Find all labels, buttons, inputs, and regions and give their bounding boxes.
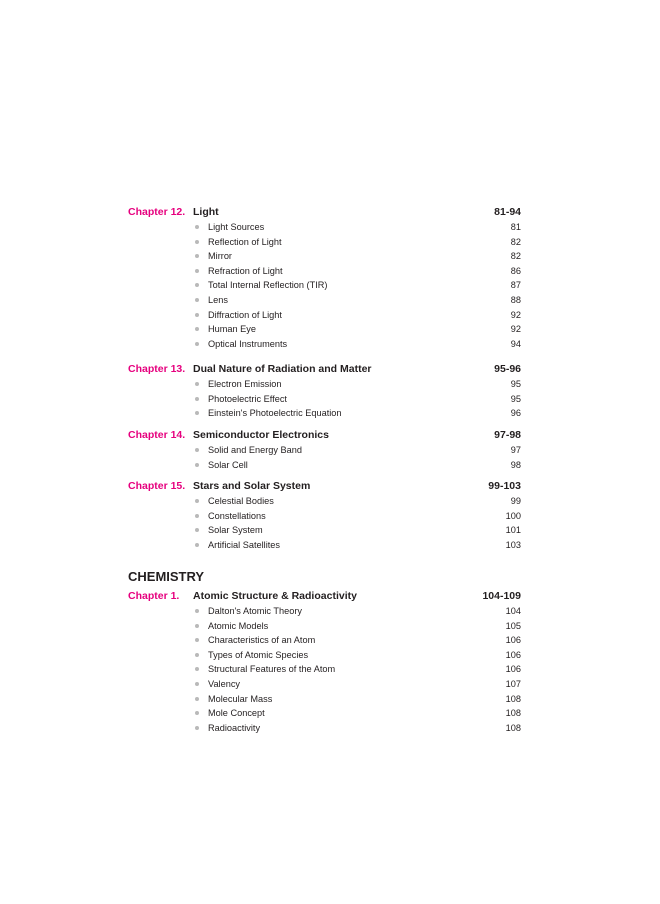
toc-entry[interactable]	[0, 249, 660, 263]
section-heading-chemistry: CHEMISTRY	[128, 569, 205, 584]
chapter-title: Semiconductor Electronics	[193, 429, 329, 441]
toc-entry[interactable]	[0, 293, 660, 307]
toc-entry[interactable]	[0, 721, 660, 735]
entry-title: Solid and Energy Band	[208, 445, 302, 455]
bullet-icon	[195, 711, 199, 715]
bullet-icon	[195, 543, 199, 547]
chapter-row[interactable]	[0, 479, 660, 493]
entry-page-number: 82	[510, 251, 521, 262]
entry-title: Characteristics of an Atom	[208, 635, 316, 646]
bullet-icon	[195, 638, 199, 642]
chapter-title: Atomic Structure & Radioactivity	[193, 590, 357, 602]
entry-title: Artificial Satellites	[208, 539, 280, 550]
entry-page-number: 105	[505, 620, 521, 631]
entry-title: Light Sources	[208, 222, 265, 232]
entry-page-number: 100	[505, 510, 521, 521]
bullet-icon	[195, 342, 199, 346]
toc-entry[interactable]	[0, 494, 660, 508]
toc-entry[interactable]	[0, 677, 660, 691]
entry-title: Constellations	[208, 510, 266, 521]
toc-entry[interactable]	[0, 523, 660, 537]
bullet-icon	[195, 528, 199, 532]
chapter-title: Light	[193, 206, 219, 218]
bullet-icon	[195, 609, 199, 613]
toc-entry[interactable]	[0, 458, 660, 472]
bullet-icon	[195, 327, 199, 331]
toc-entry[interactable]	[0, 706, 660, 720]
bullet-icon	[195, 697, 199, 701]
bullet-icon	[195, 298, 199, 302]
bullet-icon	[195, 313, 199, 317]
entry-page-number: 101	[505, 525, 521, 536]
entry-title: Reflection of Light	[208, 236, 282, 247]
entry-title: Optical Instruments	[208, 338, 288, 349]
entry-page-number: 108	[505, 708, 521, 719]
entry-page-number: 99	[510, 496, 521, 506]
chapter-number: Chapter 15.	[128, 480, 186, 492]
entry-title: Mirror	[208, 251, 232, 262]
entry-title: Photoelectric Effect	[208, 393, 287, 404]
entry-title: Dalton's Atomic Theory	[208, 606, 303, 616]
toc-entry[interactable]	[0, 308, 660, 322]
bullet-icon	[195, 240, 199, 244]
bullet-icon	[195, 254, 199, 258]
entry-page-number: 92	[510, 324, 521, 335]
bullet-icon	[195, 682, 199, 686]
entry-title: Radioactivity	[208, 722, 261, 733]
entry-page-number: 97	[510, 445, 521, 455]
chapter-row[interactable]	[0, 589, 660, 603]
entry-page-number: 98	[510, 459, 521, 470]
toc-entry[interactable]	[0, 406, 660, 420]
entry-title: Molecular Mass	[208, 693, 273, 704]
chapter-title: Dual Nature of Radiation and Matter	[193, 363, 372, 375]
bullet-icon	[195, 269, 199, 273]
entry-title: Einstein's Photoelectric Equation	[208, 408, 342, 419]
chapter-page-range: 81-94	[494, 206, 521, 218]
toc-entry[interactable]	[0, 538, 660, 552]
bullet-icon	[195, 382, 199, 386]
entry-page-number: 108	[505, 722, 521, 733]
entry-title: Total Internal Reflection (TIR)	[208, 280, 328, 291]
entry-page-number: 96	[510, 408, 521, 419]
bullet-icon	[195, 225, 199, 229]
toc-entry[interactable]	[0, 278, 660, 292]
entry-page-number: 88	[510, 295, 521, 305]
toc-entry[interactable]	[0, 337, 660, 351]
bullet-icon	[195, 653, 199, 657]
entry-page-number: 106	[505, 664, 521, 675]
entry-page-number: 104	[505, 606, 521, 616]
bullet-icon	[195, 411, 199, 415]
entry-title: Diffraction of Light	[208, 309, 282, 320]
entry-title: Lens	[208, 295, 228, 305]
entry-page-number: 92	[510, 309, 521, 320]
toc-entry[interactable]	[0, 633, 660, 647]
chapter-row[interactable]	[0, 428, 660, 442]
entry-title: Valency	[208, 679, 241, 689]
chapter-number: Chapter 1.	[128, 590, 180, 602]
entry-page-number: 106	[505, 649, 521, 660]
bullet-icon	[195, 397, 199, 401]
toc-entry[interactable]	[0, 220, 660, 234]
entry-page-number: 81	[510, 222, 521, 232]
bullet-icon	[195, 667, 199, 671]
toc-entry[interactable]	[0, 619, 660, 633]
chapter-row[interactable]	[0, 362, 660, 376]
entry-page-number: 86	[510, 265, 521, 276]
entry-title: Atomic Models	[208, 620, 269, 631]
bullet-icon	[195, 624, 199, 628]
bullet-icon	[195, 463, 199, 467]
entry-page-number: 87	[510, 280, 521, 291]
chapter-number: Chapter 13.	[128, 363, 186, 375]
bullet-icon	[195, 514, 199, 518]
chapter-title: Stars and Solar System	[193, 480, 311, 492]
entry-page-number: 108	[505, 693, 521, 704]
chapter-row[interactable]	[0, 205, 660, 219]
entry-page-number: 95	[510, 379, 521, 389]
bullet-icon	[195, 448, 199, 452]
chapter-page-range: 99-103	[488, 480, 521, 492]
bullet-icon	[195, 499, 199, 503]
toc-entry[interactable]	[0, 264, 660, 278]
entry-title: Human Eye	[208, 324, 257, 335]
chapter-page-range: 104-109	[482, 590, 521, 602]
entry-title: Mole Concept	[208, 708, 265, 719]
entry-page-number: 94	[510, 338, 521, 349]
toc-entry[interactable]	[0, 662, 660, 676]
toc-entry[interactable]	[0, 648, 660, 662]
entry-title: Celestial Bodies	[208, 496, 274, 506]
entry-page-number: 106	[505, 635, 521, 646]
toc-entry[interactable]	[0, 692, 660, 706]
entry-title: Solar System	[208, 525, 263, 536]
toc-entry[interactable]	[0, 377, 660, 391]
toc-entry[interactable]	[0, 443, 660, 457]
entry-page-number: 107	[505, 679, 521, 689]
toc-entry[interactable]	[0, 509, 660, 523]
entry-title: Structural Features of the Atom	[208, 664, 336, 675]
entry-page-number: 82	[510, 236, 521, 247]
chapter-page-range: 95-96	[494, 363, 521, 375]
toc-entry[interactable]	[0, 322, 660, 336]
entry-title: Types of Atomic Species	[208, 649, 309, 660]
entry-title: Electron Emission	[208, 379, 282, 389]
toc-entry[interactable]	[0, 604, 660, 618]
chapter-page-range: 97-98	[494, 429, 521, 441]
chapter-number: Chapter 12.	[128, 206, 186, 218]
entry-title: Solar Cell	[208, 459, 248, 470]
toc-entry[interactable]	[0, 392, 660, 406]
entry-page-number: 95	[510, 393, 521, 404]
bullet-icon	[195, 726, 199, 730]
entry-title: Refraction of Light	[208, 265, 283, 276]
bullet-icon	[195, 283, 199, 287]
toc-entry[interactable]	[0, 235, 660, 249]
entry-page-number: 103	[505, 539, 521, 550]
chapter-number: Chapter 14.	[128, 429, 186, 441]
